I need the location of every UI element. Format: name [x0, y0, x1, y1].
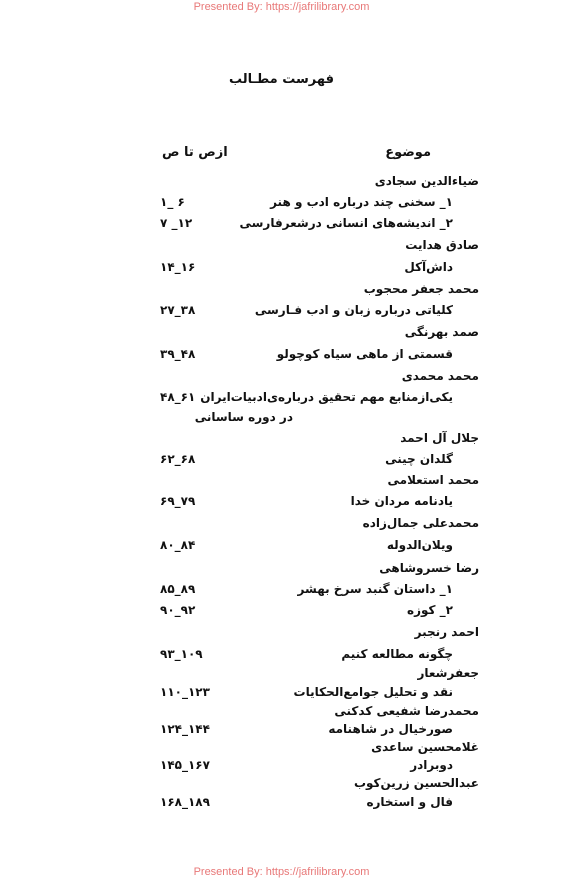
toc-entry-title: کلیاتی درباره زبان و ادب فـارسی — [254, 303, 453, 317]
toc-entry-pages: ۸۵_۸۹ — [160, 582, 196, 596]
toc-entry-title: ۱_ سخنی چند درباره ادب و هنر — [270, 195, 453, 209]
toc-entry-title: داش‌آکل — [404, 260, 453, 274]
author-name: صادق هدایت — [405, 238, 479, 252]
toc-entry-title: گلدان چینی — [385, 452, 453, 466]
toc-entry-pages: ۱_ ۶ — [160, 195, 185, 209]
author-name: محمد محمدی — [401, 369, 479, 383]
author-name: جلال آل احمد — [400, 431, 479, 445]
author-name: عبدالحسین زرین‌کوب — [353, 776, 479, 790]
author-name: ضیاء‌الدین سجادی — [374, 174, 479, 188]
toc-entry-pages: ۲۷_۳۸ — [160, 303, 196, 317]
toc-entry-pages: ۱۴۵_۱۶۷ — [160, 758, 210, 772]
watermark-top: Presented By: https://jafrilibrary.com — [193, 1, 370, 13]
toc-entry-title: دوبرادر — [410, 758, 453, 772]
author-name: جعفرشعار — [417, 666, 479, 680]
column-header-topic: موضوع — [385, 145, 431, 160]
toc-entry-title-continued: در دوره ساسانی — [194, 410, 293, 424]
toc-entry-pages: ۷ _۱۲ — [160, 216, 193, 230]
toc-entry-pages: ۱۶۸_۱۸۹ — [160, 795, 210, 809]
toc-entry-title: یادنامه مردان خدا — [350, 494, 453, 508]
toc-entry-pages: ۹۳_۱۰۹ — [160, 647, 203, 661]
toc-entry-title: ۱_ داستان گنبد سرخ بهشر — [297, 582, 453, 596]
toc-entry-pages: ۱۴_۱۶ — [160, 260, 196, 274]
watermark-bottom: Presented By: https://jafrilibrary.com — [193, 866, 370, 878]
toc-entry-title: یکی‌ازمنابع مهم تحقیق درباره‌ی‌ادبیات‌ایران — [200, 390, 453, 404]
column-header-pages: ازص تا ص — [162, 145, 228, 160]
toc-entry-title: قسمتی از ماهی سیاه کوچولو — [276, 347, 453, 361]
toc-entry-title: صورخیال در شاهنامه — [328, 722, 453, 736]
toc-entry-pages: ۱۲۴_۱۴۴ — [160, 722, 210, 736]
toc-entry-pages: ۸۰_۸۴ — [160, 538, 196, 552]
toc-entry-title: ۲_ اندیشه‌های انسانی درشعرفارسی — [239, 216, 453, 230]
toc-entry-title: ویلان‌الدوله — [386, 538, 453, 552]
toc-entry-title: چگونه مطالعه کنیم — [341, 647, 453, 661]
toc-entry-title: نقد و تحلیل جوامع‌الحکایات — [293, 685, 453, 699]
toc-entry-pages: ۶۹_۷۹ — [160, 494, 196, 508]
author-name: محمد استعلامی — [387, 473, 479, 487]
toc-entry-pages: ۹۰_۹۲ — [160, 603, 196, 617]
page-title: فهرست مطـالب — [229, 72, 334, 87]
toc-entry-title: ۲_ کوزه — [407, 603, 453, 617]
toc-entry-pages: ۱۱۰_۱۲۳ — [160, 685, 210, 699]
author-name: احمد رنجبر — [414, 625, 479, 639]
author-name: محمد جعفر محجوب — [363, 282, 479, 296]
toc-entry-pages: ۴۸_۶۱ — [160, 390, 196, 404]
toc-entry-pages: ۳۹_۴۸ — [160, 347, 196, 361]
toc-entry-title: فال و استخاره — [366, 795, 453, 809]
author-name: محمدرضا شفیعی کدکنی — [334, 704, 479, 718]
author-name: صمد بهرنگی — [404, 325, 479, 339]
toc-entry-pages: ۶۲_۶۸ — [160, 452, 196, 466]
author-name: محمدعلی جمال‌زاده — [362, 516, 479, 530]
author-name: رضا خسروشاهی — [379, 561, 479, 575]
author-name: غلامحسین ساعدی — [371, 740, 479, 754]
